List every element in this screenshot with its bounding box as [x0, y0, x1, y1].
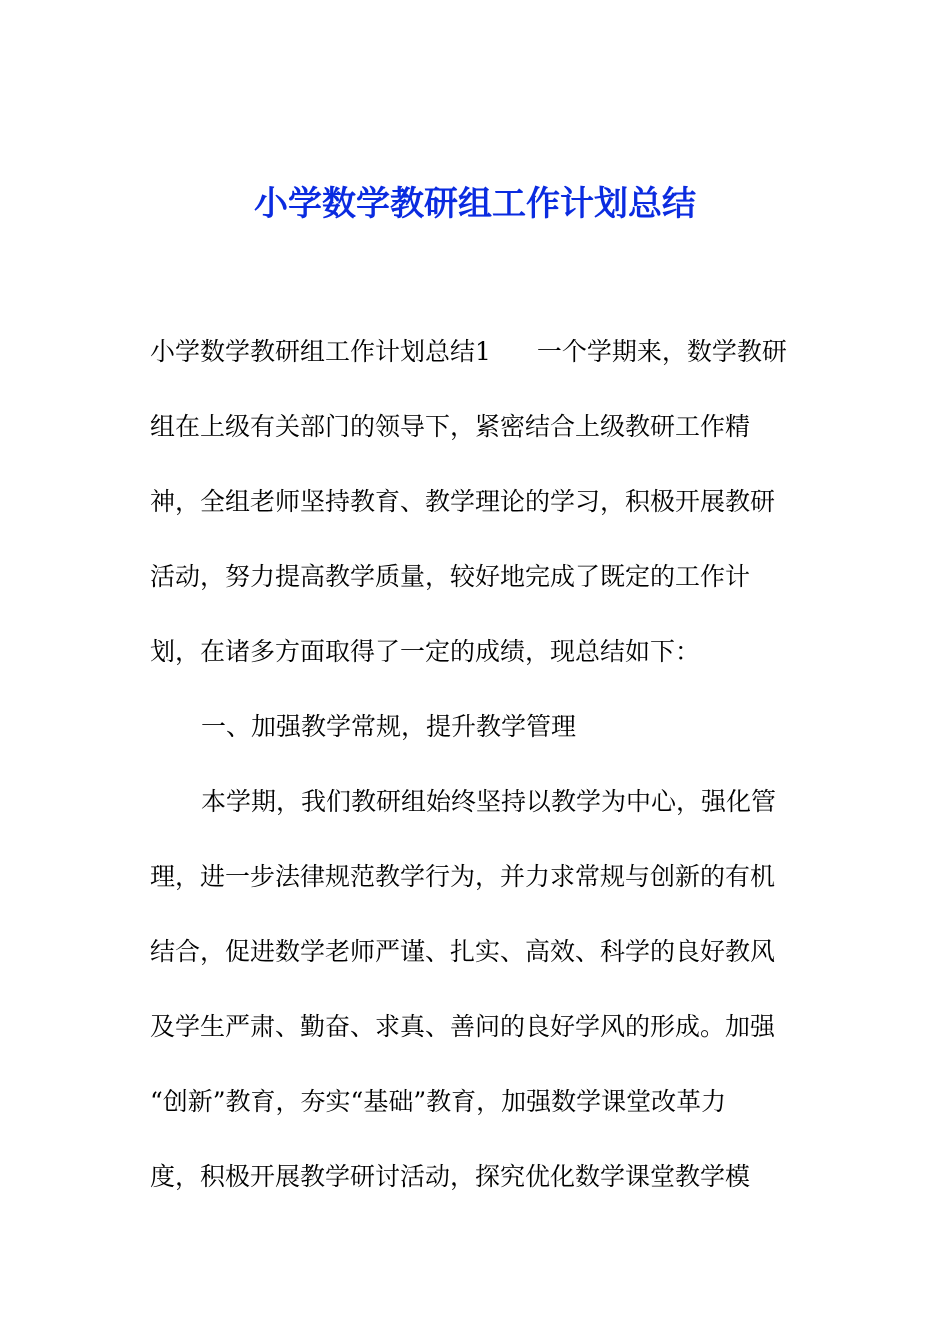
body-line: 划，在诸多方面取得了一定的成绩，现总结如下： — [150, 637, 701, 666]
body-line — [150, 334, 810, 370]
body-line: 活动，努力提高教学质量，较好地完成了既定的工作计 — [150, 562, 751, 591]
body-line: 及学生严肃、勤奋、求真、善问的良好学风的形成。加强 — [150, 1012, 776, 1041]
body-line: 理，进一步法律规范教学行为，并力求常规与创新的有机 — [150, 862, 776, 891]
section-heading-inline: 小学数学教研组工作计划总结1 — [150, 337, 491, 366]
body-line: 结合，促进数学老师严谨、扎实、高效、科学的良好教风 — [150, 937, 776, 966]
document-title: 小学数学教研组工作计划总结 — [254, 184, 696, 224]
body-line: 本学期，我们教研组始终坚持以教学为中心，强化管 — [201, 787, 777, 816]
section-heading: 一、加强教学常规，提升教学管理 — [201, 712, 577, 741]
body-text: 一个学期来，数学教研 — [536, 337, 787, 366]
body-line: 度，积极开展教学研讨活动，探究优化数学课堂教学模 — [150, 1162, 751, 1191]
body-line: 组在上级有关部门的领导下，紧密结合上级教研工作精 — [150, 412, 751, 441]
body-line: “创新”教育，夯实“基础”教育，加强数学课堂改革力 — [150, 1087, 727, 1116]
body-line: 神，全组老师坚持教育、教学理论的学习，积极开展教研 — [150, 487, 776, 516]
